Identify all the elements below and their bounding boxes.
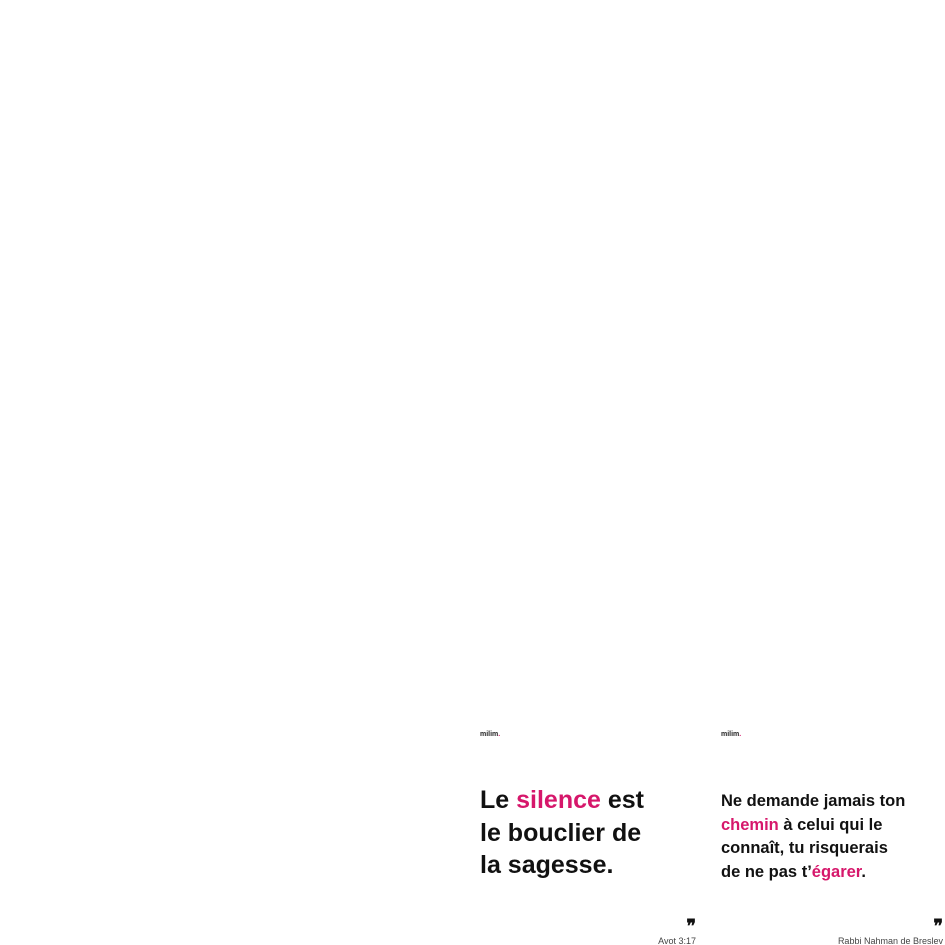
quote-line <box>721 837 905 861</box>
highlight-word: silence <box>516 786 601 814</box>
brand-logo: milim. <box>721 731 742 738</box>
quote-fragment: à celui qui le <box>778 815 883 834</box>
quote-fragment: le bouclier de <box>480 818 642 847</box>
quote-fragment: est <box>600 786 644 814</box>
highlight-word: égarer <box>811 862 862 881</box>
quote-line <box>721 790 905 814</box>
quote-text <box>480 784 644 882</box>
quote-source: Avot 3:17 <box>658 936 696 945</box>
quote-line <box>480 784 644 817</box>
quote-fragment: Ne demande jamais ton <box>721 792 906 810</box>
quote-line <box>480 817 644 850</box>
brand-logo: milim. <box>480 731 501 738</box>
quote-fragment: Le <box>480 786 517 814</box>
quote-fragment: la sagesse. <box>480 851 614 879</box>
quote-source: Rabbi Nahman de Breslev <box>837 936 943 945</box>
quote-line <box>721 861 905 885</box>
quote-text <box>721 790 905 884</box>
quote-fragment: connaît, tu risquerais <box>721 839 888 857</box>
quote-line <box>721 814 905 838</box>
quote-line <box>480 849 644 882</box>
quote-mark-icon: ❞ <box>686 916 696 937</box>
quote-fragment: . <box>861 862 866 881</box>
quote-fragment: de ne pas t’ <box>721 862 812 881</box>
highlight-word: chemin <box>721 815 779 834</box>
quote-card-chemin <box>721 0 945 945</box>
quote-mark-icon: ❞ <box>933 916 943 937</box>
